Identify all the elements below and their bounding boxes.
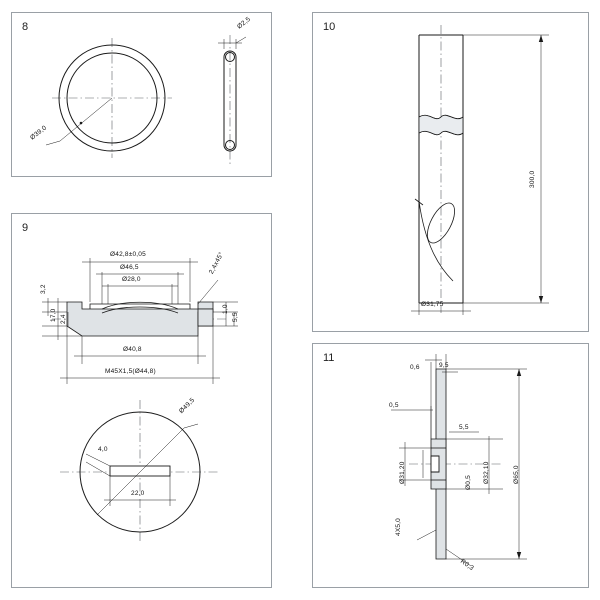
panel-11-dim-d2: Ø32,10 (483, 461, 490, 484)
panel-9-dim-slotw: 4,0 (98, 446, 108, 453)
panel-11-geometry (313, 344, 590, 589)
panel-8-dim-thk: Ø2,5 (236, 15, 253, 31)
panel-11-dim-t3: 0,5 (389, 402, 399, 409)
panel-9-dim-d1: Ø42,8±0,05 (110, 251, 146, 258)
panel-9-dim-d3: Ø28,0 (122, 276, 141, 283)
panel-9-geometry (12, 214, 273, 589)
panel-8-number: 8 (22, 21, 29, 33)
panel-11 (312, 343, 589, 588)
panel-9-dim-h3: 2,4 (60, 314, 67, 324)
panel-11-dim-holes: 4X5,0 (395, 518, 402, 536)
panel-9-dim-h1: 3,2 (40, 284, 47, 294)
panel-9-dim-d2: Ø46,5 (120, 264, 139, 271)
panel-9-dim-pd: Ø49,5 (178, 396, 197, 415)
panel-11-number: 11 (323, 352, 335, 364)
panel-8-geometry (12, 13, 273, 178)
panel-11-dim-d1: Ø31,20 (399, 461, 406, 484)
panel-11-dim-d4: Ø65,0 (513, 465, 520, 484)
panel-10-geometry (313, 13, 590, 333)
panel-9 (11, 213, 272, 588)
panel-11-dim-t4: 5,5 (459, 424, 469, 431)
panel-11-dim-d3: Ø0,5 (465, 475, 472, 490)
panel-11-dim-t2: 9,5 (439, 362, 449, 369)
panel-9-dim-thread: M45X1,5(Ø44,8) (105, 368, 156, 375)
panel-9-dim-h5: 5,5 (232, 312, 239, 322)
panel-9-dim-h4: 1,0 (222, 304, 229, 314)
panel-8-dim-od: Ø39,0 (29, 124, 49, 142)
panel-10-dim-length: 300,0 (529, 170, 536, 188)
panel-9-dim-h2: 17,0 (50, 308, 57, 322)
panel-11-dim-t1: 0,6 (410, 364, 420, 371)
panel-9-dim-angle: 2,4x45° (208, 251, 226, 276)
panel-9-dim-d4: Ø40,8 (123, 346, 142, 353)
panel-9-dim-slotl: 22,0 (131, 490, 145, 497)
panel-9-number: 9 (22, 222, 29, 234)
panel-10-dim-dia: Ø31,75 (421, 301, 444, 308)
panel-8 (11, 12, 272, 177)
panel-10 (312, 12, 589, 332)
panel-10-number: 10 (323, 21, 336, 33)
panel-11-dim-radius: R0,3 (458, 558, 475, 573)
